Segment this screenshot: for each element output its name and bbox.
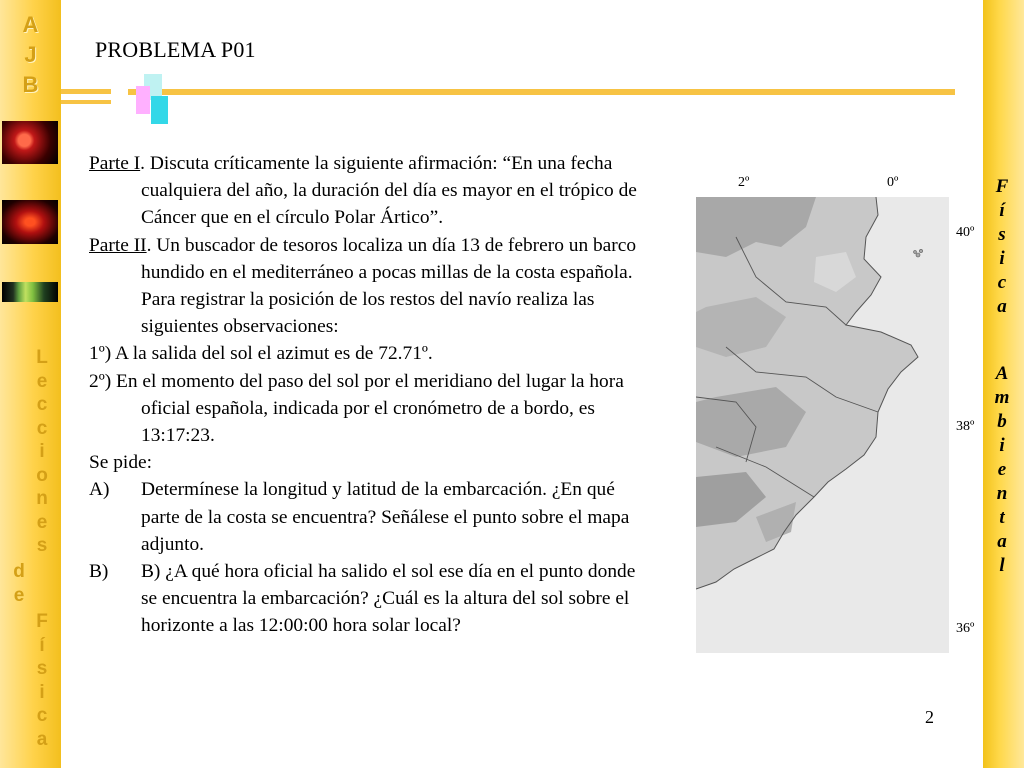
- se-pide: Se pide:: [89, 452, 153, 474]
- logo-letter-j: J: [24, 42, 37, 67]
- question-a-text: Determínese la longitud y latitud de la embarcación. ¿En qué parte de la costa se encuentra? Señálese el punto sobre el mapa adjunto.: [141, 479, 630, 555]
- part-2-text: . Un buscador de tesoros localiza un día 13 de febrero un barco hundido en el mediterráneo a pocas millas de la costa española. Para registrar la posición de los restos del navío realiza las siguientes observaciones:: [141, 234, 637, 338]
- thumbnail-image-3: [2, 282, 58, 302]
- map-latitude-label-38: 38º: [956, 419, 975, 434]
- map-longitude-label-2: 2º: [738, 175, 750, 190]
- decorative-square-pink: [136, 86, 150, 114]
- logo-letter-b: B: [22, 72, 39, 97]
- title-divider-short-2: [61, 100, 111, 104]
- sidebar-vertical-lecciones: L e c c i o n e s: [36, 347, 48, 556]
- observation-2: 2º) En el momento del paso del sol por el meridiano del lugar la hora oficial española, indicada por el cronómetro de a bordo, es 13:17:23.: [89, 370, 624, 447]
- thumbnail-image-1: [2, 121, 58, 164]
- logo-letter-a: A: [22, 12, 39, 37]
- part-1-label: Parte I: [89, 153, 141, 174]
- part-1-text: . Discuta críticamente la siguiente afirmación: “En una fecha cualquiera del año, la duración del día es mayor en el trópico de Cáncer que en el círculo Polar Ártico”.: [140, 153, 637, 229]
- part-1: [89, 150, 654, 232]
- problem-statement: [89, 150, 654, 640]
- sidebar-vertical-ambiental: A m b i e n t a l: [994, 363, 1010, 576]
- map-image: [696, 197, 949, 653]
- question-b-text: B) ¿A qué hora oficial ha salido el sol ese día en el punto donde se encuentra la embarcación? ¿Cuál es la altura del sol sobre el horizonte a las 12:00:00 hora solar local?: [141, 561, 636, 637]
- page-number: 2: [925, 707, 934, 727]
- page-title: PROBLEMA P01: [95, 37, 256, 62]
- question-b: [89, 558, 654, 640]
- map-latitude-label-36: 36º: [956, 621, 975, 636]
- question-a: [89, 476, 654, 558]
- decorative-square-cyan: [151, 96, 168, 124]
- question-a-label: A): [89, 479, 110, 501]
- question-b-label: B): [89, 561, 109, 583]
- title-divider: [128, 89, 955, 95]
- part-2-label: Parte II: [89, 234, 147, 256]
- map-latitude-label-40: 40º: [956, 225, 975, 240]
- sidebar-vertical-fisica-right: F í s i c a: [995, 176, 1009, 317]
- map-longitude-label-0: 0º: [887, 175, 899, 190]
- sidebar-vertical-de: d e: [13, 561, 25, 606]
- sidebar-vertical-fisica: F í s i c a: [36, 611, 48, 750]
- thumbnail-image-2: [2, 200, 58, 244]
- part-2: [89, 232, 654, 341]
- title-divider-short: [61, 89, 111, 94]
- observation-1: 1º) A la salida del sol el azimut es de 72.71º.: [89, 343, 433, 365]
